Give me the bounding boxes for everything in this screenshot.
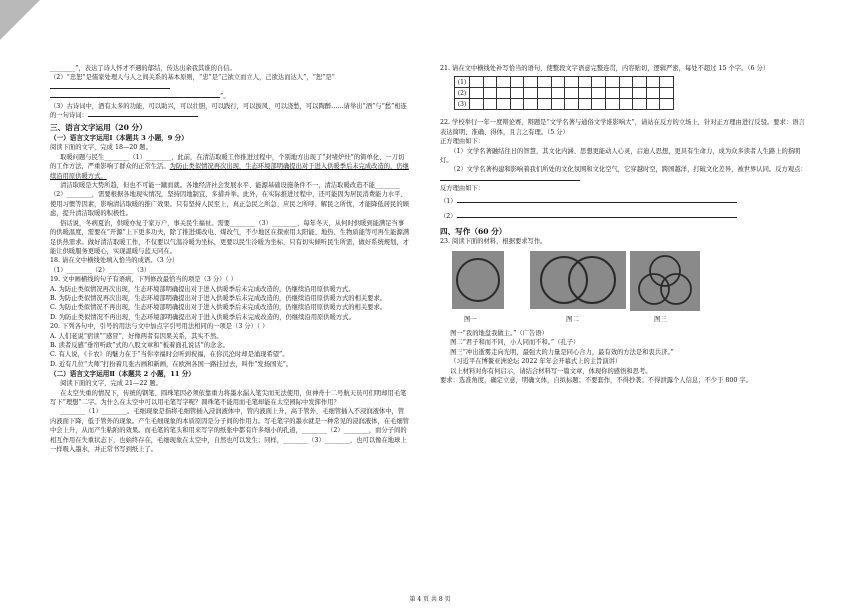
right-column xyxy=(440,64,810,385)
grid-cell[interactable] xyxy=(537,99,551,110)
grid-cell[interactable] xyxy=(660,77,674,88)
grid-cell[interactable] xyxy=(551,77,565,88)
option-c: C. 为防止类似情况不再出现，生态环境部明确提出对于进入供暖季后未完成改造的，仍继续沿用原供暖方式的相关要求。 xyxy=(50,304,387,312)
grid-row-label: (2) xyxy=(455,88,470,99)
grid-cell[interactable] xyxy=(470,88,484,99)
figure-2-caption: 图二 xyxy=(566,314,579,323)
grid-cell[interactable] xyxy=(483,88,497,99)
grid-row xyxy=(455,88,674,99)
figure-2 xyxy=(530,251,626,312)
option-a: A. 为防止类似情况再次出现，生态环境部明确提出对于进入供暖季后未完成改造的，仍继续沿用原供暖方式。 xyxy=(50,285,355,293)
grid-cell[interactable] xyxy=(470,99,484,110)
grid-row-label: (1) xyxy=(455,77,470,88)
option-b: B. 读者反感“垂帘听政”式的八股文章和“板着面孔说话”的念念。 xyxy=(50,341,229,349)
option-d: D. 近有几位“大师”打扮着几张古画和新画，在欧洲各国一路挂过去，叫作“发扬国光”。 xyxy=(50,360,293,368)
grid-cell[interactable] xyxy=(619,99,633,110)
grid-cell[interactable] xyxy=(537,77,551,88)
grid-cell[interactable] xyxy=(592,99,606,110)
grid-cell[interactable] xyxy=(483,77,497,88)
underlined-sentence: 为防止类似情况再次出现，生态环境部明确提出对于进入供暖季后未完成改造的，仍继续沿用原供暖方式。 xyxy=(50,163,409,180)
material-3: 图三“冲出逝雾走向光明，最强大的力量是同心合力，最有效的方法是和衷共济。” xyxy=(450,348,674,356)
grid-cell[interactable] xyxy=(633,77,647,88)
figure-3-caption: 图三 xyxy=(654,314,667,323)
figure-1 xyxy=(452,251,504,312)
rebuttal-line xyxy=(440,212,810,221)
grid-cell[interactable] xyxy=(646,77,660,88)
grid-cell[interactable] xyxy=(646,99,660,110)
figure-1-caption: 图一 xyxy=(464,314,477,323)
question-text: （3）古诗词中，酒有太多的功能，可以助兴，可以壮胆，可以践行，可以拔风，可以浇愁，可以陶醉……请举出“酒”与“愁”相连的一句诗词： xyxy=(50,102,407,120)
material-3-source: （习近平在博鳌亚洲论坛 2022 年年会开幕式上的主旨演讲） xyxy=(450,358,622,366)
grid-cell[interactable] xyxy=(483,99,497,110)
two-circles-figure xyxy=(530,251,626,309)
material-1: 图一“我的地盘我做主。”（广告语） xyxy=(450,329,548,337)
question-text: （2）“忠恕”是儒家处理人与人之间关系的基本原则，“忠”是“己欲立而立人，己欲达而达人”，“恕”是“ xyxy=(50,74,335,82)
passage-paragraph: 清洁取暖是大势所趋，但也不可能一蹴而就。各地经济社会发展水平、能源基础设施条件不一，清洁取暖改造不能________（2）________，需要根据各地现实情况，坚持因地制宜、多措并举。此外，在实际推进过程中，还可能因为居民消费能力水平、使用习惯等因素，影响清洁取暖的推广效果。只有坚持人民至上，真正急民之所急、应民之所呼、解民之所忧，才能降低居民的顾虑，提升清洁取暖的积极性。 xyxy=(50,182,409,218)
grid-cell[interactable] xyxy=(619,88,633,99)
section-heading: 四、写作（60 分） xyxy=(440,227,507,237)
grid-cell[interactable] xyxy=(592,77,606,88)
question-19: 19. 文中画横线的句子有语病，下列修改最恰当的项是（3 分）（ ） xyxy=(50,276,237,284)
grid-cell[interactable] xyxy=(537,88,551,99)
grid-cell[interactable] xyxy=(524,88,538,99)
grid-cell[interactable] xyxy=(510,88,524,99)
section-heading: 三、语言文字运用（20 分） xyxy=(50,123,147,133)
grid-cell[interactable] xyxy=(646,88,660,99)
grid-cell[interactable] xyxy=(578,77,592,88)
answer-blank[interactable] xyxy=(457,202,737,203)
answer-blank[interactable] xyxy=(50,97,220,98)
rebuttal-line xyxy=(440,197,810,206)
grid-cell[interactable] xyxy=(578,88,592,99)
answer-blank[interactable] xyxy=(88,116,198,117)
grid-cell[interactable] xyxy=(497,77,511,88)
grid-cell[interactable] xyxy=(633,99,647,110)
material-2: 图二“君子和而不同，小人同而不和。”（孔子） xyxy=(450,339,580,347)
option-a: A. 人们老说“宿读”“感冒”，好像两者有因果关系，其实不然。 xyxy=(50,332,223,340)
reason-1: （1）文学名著融结往日的智慧，其文化内涵、思想更能动人心灵，启迪人思想，更具有生命力，成为众多读者人生路上的指明灯。 xyxy=(440,147,801,165)
grid-cell[interactable] xyxy=(565,99,579,110)
answer-blank[interactable] xyxy=(440,180,580,181)
question-22: 22. 学校举行一年一度辩论赛，辩题是“文学名著与通俗文学谁影响大”，请站在反方的立场上，针对正方理由进行反驳。要求：语言表达简明、准确、得体，且言之有理。（5 分） xyxy=(440,119,805,136)
page-footer: 第 4 页 共 8 页 xyxy=(409,596,451,603)
question-21: 21. 请在文中横线处补写恰当的语句，使整段文字语意完整连贯，内容贴切，逻辑严密，每处不超过 15 个字。（6 分） xyxy=(440,65,770,72)
rebuttal-label: （1） xyxy=(440,197,457,205)
subsection-heading: （二）语言文字运用Ⅱ（本题共 2 小题，11 分） xyxy=(50,370,195,379)
grid-cell[interactable] xyxy=(660,88,674,99)
single-circle-figure xyxy=(452,251,504,309)
crop-mark xyxy=(0,0,40,40)
grid-row xyxy=(455,99,674,110)
grid-cell[interactable] xyxy=(524,99,538,110)
grid-cell[interactable] xyxy=(619,77,633,88)
writing-prompt: 以上材料对你有何启示，请结合材料写一篇文章，体现你的感悟和思考。 xyxy=(450,367,652,375)
option-c: C. 有人说，《卡农》的魅力在于“当你幸福时会听到祝福，在你沉沦时却是涌现希望”。 xyxy=(50,351,289,359)
text-line: ________”，表达了诗人怀才不遇的郁结，传达出余我其谁的自信。 xyxy=(50,65,236,72)
grid-cell[interactable] xyxy=(510,99,524,110)
reason-text: （2）文学名著构建和影响着我们所处的文化氛围和文化空气，它穿越时空，跨国越洋，打破文化差异，被世界认同。反方观点： xyxy=(450,166,807,174)
passage-text: 取暖问题与民生________（1）________，此前，在清洁取暖工作推进过程中，个别地方出现了“封堵炉灶”的简单化、一刀切的工作方法，严重影响了群众的正常生活。 xyxy=(50,153,405,171)
question-text: ”。 xyxy=(220,93,230,101)
question-18: 18. 请在文中横线处填入恰当的成语。（3 分） xyxy=(50,257,179,265)
question-23: 23. 阅读下面的材料，根据要求写作。 xyxy=(440,238,547,246)
instruction: 阅读下面的文字，完成 18—20 题。 xyxy=(50,144,152,152)
rebuttal-label: （2） xyxy=(440,213,457,221)
grid-row xyxy=(455,77,674,88)
instruction: 阅读下面的文字，完成 21—22 题。 xyxy=(60,380,162,388)
passage-paragraph: 在太空失重的情况下，传统的钢笔、圆珠笔因必须依靠重力将墨水漏入笔尖而无法使用，但神舟十二号航天员可们明却用毛笔写下“理想”二字。为什么在太空中可以用毛笔写字呢？圆珠笔不能用而毛笔却能在太空园际中发挥作用？ xyxy=(50,389,407,406)
grid-cell[interactable] xyxy=(497,88,511,99)
text-line xyxy=(50,102,410,121)
question-18-blanks: （1）________（2）________（3）________ xyxy=(50,266,176,274)
answer-grid[interactable] xyxy=(454,76,674,110)
passage-paragraph: ________（1）________。毛细现象是指将毛细管插入浸润液体中，管内液面上升，高于管外，毛细管插入不浸润液体中，管内液面下降，低于管外的现象。产生毛细现象的本质原因是分子间的作用力。写毛笔字的墨水就是一种常见的浸润液体，在毛细管中会上升，从而产生粘附的效果。而毛笔的笔头和用来写字的纸张中都有许多细小的孔道，________（2）________，而分子间的相互作用在失重状态下，也始终存在，毛细现象在太空中，自然也可以发生；同样，________（3）________，也可以像在地球上一样吸入墨水，并正常书写到纸上了。 xyxy=(50,408,409,454)
subsection-heading: （一）语言文字运用Ⅰ（本题共 3 小题，9 分） xyxy=(50,134,188,143)
question-20: 20. 下列各句中，引号的用法与文中加点字引号用法相同的一项是（3 分）（ ） xyxy=(50,323,269,331)
option-b: B. 为防止类似情况再次出现，生态环境部明确提出对于进入供暖季后未完成改造的，仍继续沿用原供暖方式的相关要求。 xyxy=(50,294,387,302)
label: 正方理由如下： xyxy=(440,138,485,146)
grid-cell[interactable] xyxy=(524,77,538,88)
grid-cell[interactable] xyxy=(592,88,606,99)
grid-cell[interactable] xyxy=(551,88,565,99)
grid-row-label: (3) xyxy=(455,99,470,110)
passage-paragraph xyxy=(50,153,410,181)
grid-cell[interactable] xyxy=(605,88,619,99)
reason-2 xyxy=(440,165,810,184)
grid-cell[interactable] xyxy=(565,77,579,88)
grid-cell[interactable] xyxy=(551,99,565,110)
writing-requirements: 要求：选准角度，确定立意，明确文体，自拟标题；不要套作，不得抄袭；不得泄露个人信息；不少于 800 字。 xyxy=(440,376,752,384)
label: 反方理由如下： xyxy=(440,185,485,193)
grid-cell[interactable] xyxy=(660,99,674,110)
three-circles-figure xyxy=(630,251,700,311)
grid-cell[interactable] xyxy=(510,77,524,88)
grid-cell[interactable] xyxy=(497,99,511,110)
text-line xyxy=(50,73,410,92)
figure-row xyxy=(440,251,810,329)
left-column xyxy=(50,64,410,454)
grid-cell[interactable] xyxy=(605,99,619,110)
grid-cell[interactable] xyxy=(565,88,579,99)
grid-cell[interactable] xyxy=(470,77,484,88)
grid-cell[interactable] xyxy=(578,99,592,110)
passage-paragraph: 俗话说，冬病夏治，供暖亦复于家万户，事关民生福祉。需要________（3）________，每年冬天，从何时供暖到能满足当事的供暖温度，需要在“开源”上下更多功夫，除了推进煤改电、煤改气，不少地区在探索用太阳能、地热、生物质能等可再生能源满足供热需求。做好清洁取暖工作，不仅要以气温冷暖为坐标，更要以民生冷暖为坐标，只有切实倾听民生所需，做好系统规划，才能让供暖服务更暖心，实现温暖与蓝天同在。 xyxy=(50,219,410,255)
option-d: D. 为防止类似情况不再出现，生态环境部明确提出对于进入供暖季后未完成改造的，仍继续沿用原供暖方式。 xyxy=(50,313,355,321)
answer-blank[interactable] xyxy=(457,217,737,218)
figure-3 xyxy=(630,251,700,314)
grid-cell[interactable] xyxy=(633,88,647,99)
text-line xyxy=(50,92,410,101)
answer-blank[interactable] xyxy=(50,88,170,89)
grid-cell[interactable] xyxy=(605,77,619,88)
